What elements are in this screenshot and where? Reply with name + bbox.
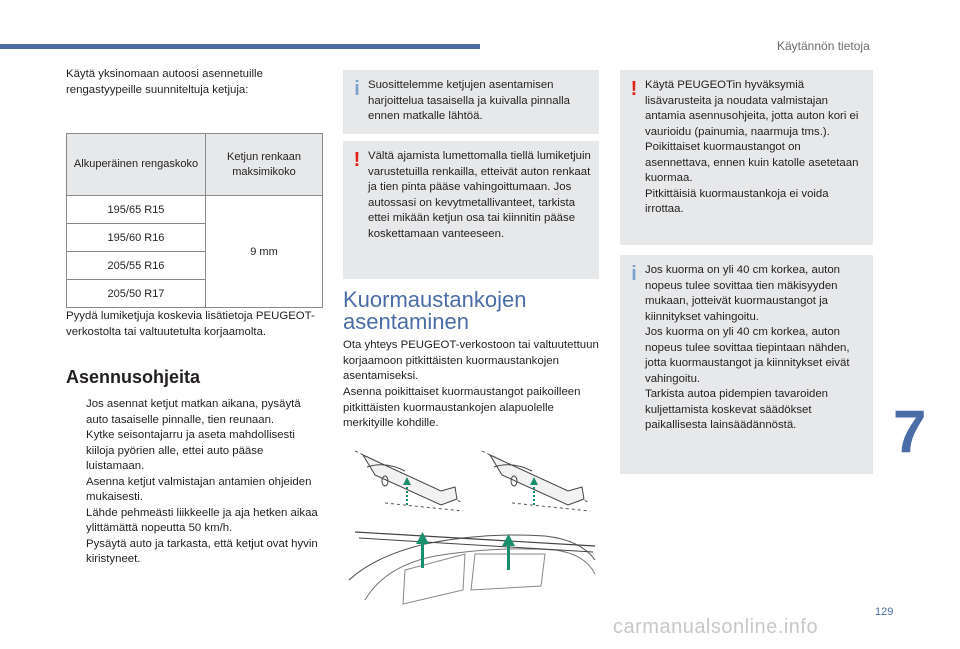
tire-chain-table xyxy=(66,133,323,308)
tire-size-cell: 195/60 R16 xyxy=(67,224,206,252)
list-item: Jos asennat ketjut matkan aikana, pysäytä auto tasaiselle pinnalle, tien reunaan. xyxy=(86,398,301,426)
roof-bars-para-1: Ota yhteys PEUGEOT-verkostoon tai valtuutettuun korjaamoon pitkittäisten kuormaustankojen asentamiseksi. xyxy=(343,339,599,382)
table-header-original-size: Alkuperäinen rengaskoko xyxy=(67,134,206,196)
top-accent-bar xyxy=(0,44,480,49)
warning-icon: ! xyxy=(353,149,361,171)
list-item: Lähde pehmeästi liikkeelle ja aja hetken aikaa ylittämättä nopeutta 50 km/h. xyxy=(86,506,318,534)
watermark: carmanualsonline.info xyxy=(613,616,819,638)
page-number: 129 xyxy=(875,606,894,618)
info-note-text: Suosittelemme ketjujen asentamisen harjoittelua tasaisella ja kuivalla pinnalla ennen matkalle lähtöä. xyxy=(368,79,570,122)
info-note-load-height xyxy=(620,255,873,474)
roof-bar-mount-illustration-left xyxy=(345,447,467,515)
info-icon: i xyxy=(631,263,637,285)
info-icon: i xyxy=(354,78,360,100)
max-size-cell: 9 mm xyxy=(206,196,323,308)
install-steps xyxy=(66,397,324,568)
tire-size-cell: 205/50 R17 xyxy=(67,280,206,308)
section-title: Käytännön tietoja xyxy=(777,39,870,53)
intro-text: Käytä yksinomaan autoosi asennetuille rengastyypeille suunniteltuja ketjuja: xyxy=(66,68,263,96)
warning-icon: ! xyxy=(630,78,638,100)
roof-bar-mount-illustration-right xyxy=(472,447,594,515)
list-item: Kytke seisontajarru ja aseta mahdollisesti kiiloja pyörien alle, ettei auto pääse luistamaan. xyxy=(86,429,295,472)
tire-size-cell: 205/55 R16 xyxy=(67,252,206,280)
car-roof-illustration xyxy=(345,520,599,610)
chapter-number: 7 xyxy=(893,398,927,465)
warning-note-snowless-road xyxy=(343,141,599,279)
warning-note-accessories xyxy=(620,70,873,245)
table-header-max-size: Ketjun renkaan maksimikoko xyxy=(206,134,323,196)
install-heading: Asennusohjeita xyxy=(66,367,201,387)
tire-size-cell: 195/65 R15 xyxy=(67,196,206,224)
list-item: Pysäytä auto ja tarkasta, että ketjut ovat hyvin kiristyneet. xyxy=(86,537,318,565)
info-note-text: Jos kuorma on yli 40 cm korkea, auton nopeus tulee sovittaa tien mäkisyyden mukaan, jotteivät kuormaustangot ja kiinnitykset vahingoitu. Jos kuorma on yli 40 cm korkea, auton nopeus tulee sovittaa tiepintaan nähden, jotta kuormaustangot ja kiinnitykset eivät vahingoitu. Tarkista autoa pidempien tavaroiden kuljettamista koskevat säädökset paikallisesta lainsäädännöstä. xyxy=(645,264,850,431)
warning-note-text: Vältä ajamista lumettomalla tiellä lumiketjuin varustetuilla renkailla, etteivät auton renkaat ja tien pinta pääse vahingoittumaan. Jos autossasi on kevytmetallivanteet, tarkista ettei mikään ketjun osa tai kiinnitin pääse koskettamaan vanteeseen. xyxy=(368,150,591,240)
roof-bars-heading: Kuormaustankojen asentaminen xyxy=(343,287,527,334)
info-note-practice xyxy=(343,70,599,134)
list-item: Asenna ketjut valmistajan antamien ohjeiden mukaisesti. xyxy=(86,475,312,503)
roof-bars-para-2: Asenna poikittaiset kuormaustangot paikoilleen pitkittäisten kuormaustankojen alapuolelle merkityille kohdille. xyxy=(343,386,581,429)
dealer-note: Pyydä lumiketjuja koskevia lisätietoja PEUGEOT-verkostolta tai valtuutetulta korjaamolta. xyxy=(66,310,315,338)
warning-note-text: Käytä PEUGEOTin hyväksymiä lisävarusteita ja noudata valmistajan antamia asennusohjeita, jotta auton kori ei vaurioidu (painumia, naarmuja tms.). Poikittaiset kuormaustangot on asennettava, ennen kuin katolle asetetaan kuormaa. Pitkittäisiä kuormaustankoja ei voida irrottaa. xyxy=(645,79,859,215)
